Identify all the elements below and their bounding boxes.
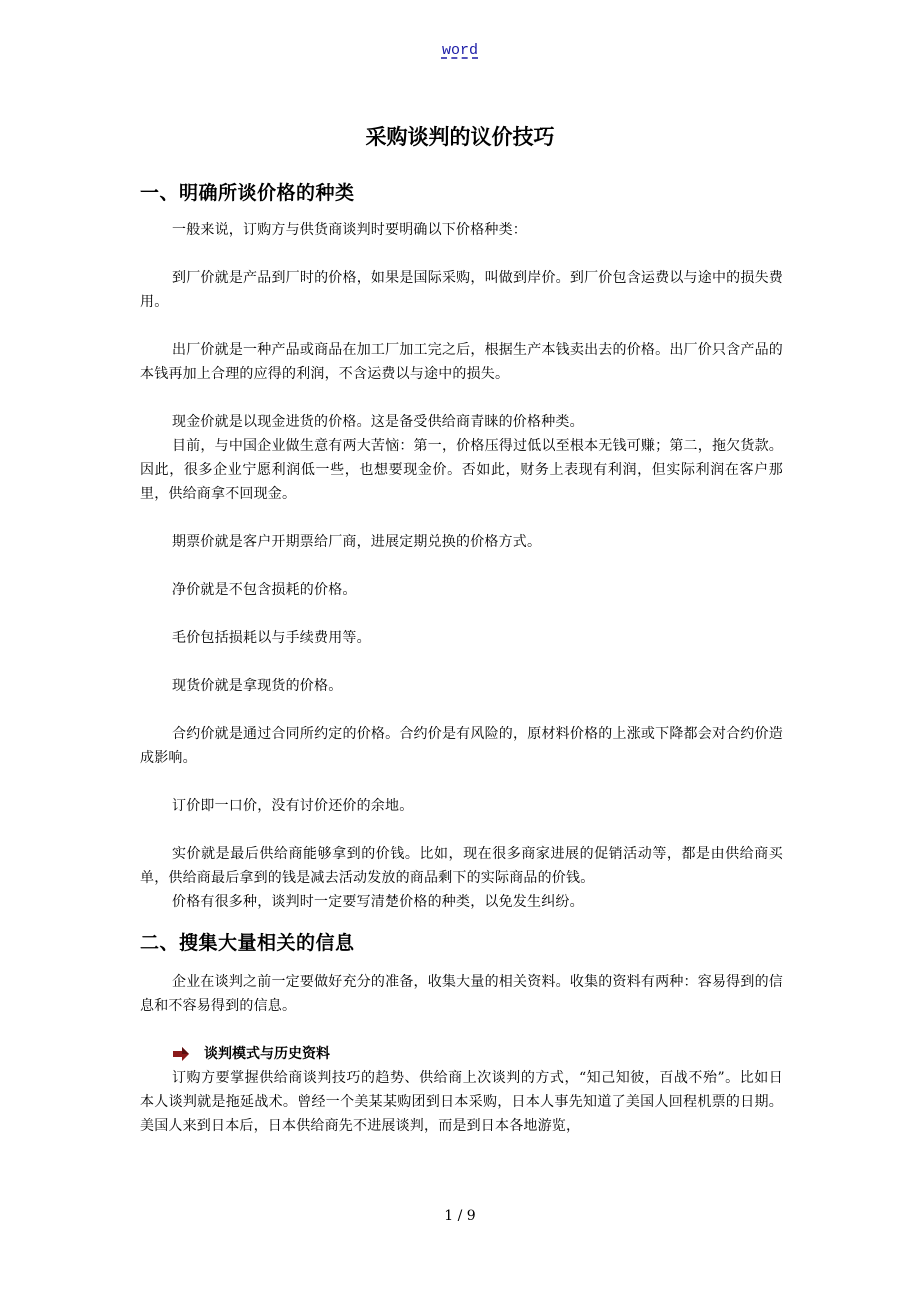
header-word-link-text[interactable]: word bbox=[441, 42, 478, 59]
paragraph: 订价即一口价，没有讨价还价的余地。 bbox=[172, 798, 414, 814]
paragraph: 净价就是不包含损耗的价格。 bbox=[172, 582, 357, 598]
header-word-link[interactable] bbox=[0, 40, 920, 62]
paragraph: 目前，与中国企业做生意有两大苦恼：第一，价格压得过低以至根本无钱可赚；第二，拖欠货款。因此，很多企业宁愿利润低一些，也想要现金价。否如此，财务上表现有利润，但实际利润在客户那里，供给商拿不回现金。 bbox=[140, 438, 783, 502]
paragraph: 订购方要掌握供给商谈判技巧的趋势、供给商上次谈判的方式，“知己知彼，百战不殆”。比如日本人谈判就是拖延战术。曾经一个美某某购团到日本采购，日本人事先知道了美国人回程机票的日期。美国人来到日本后，日本供给商先不进展谈判，而是到日本各地游览， bbox=[140, 1070, 783, 1134]
paragraph: 企业在谈判之前一定要做好充分的准备，收集大量的相关资料。收集的资料有两种：容易得到的信息和不容易得到的信息。 bbox=[140, 974, 783, 1014]
document-body bbox=[140, 178, 783, 1138]
paragraph: 毛价包括损耗以与手续费用等。 bbox=[172, 630, 371, 646]
paragraph: 现金价就是以现金进货的价格。这是备受供给商青睐的价格种类。 bbox=[172, 414, 584, 430]
page-indicator: 1 / 9 bbox=[444, 1208, 476, 1224]
section-heading-price-types: 一、明确所谈价格的种类 bbox=[140, 182, 355, 204]
document-title: 采购谈判的议价技巧 bbox=[365, 125, 555, 149]
paragraph: 出厂价就是一种产品或商品在加工厂加工完之后，根据生产本钱卖出去的价格。出厂价只含产品的本钱再加上合理的应得的利润，不含运费以与途中的损失。 bbox=[140, 342, 783, 382]
arrow-bullet-icon bbox=[172, 1046, 190, 1062]
paragraph: 一般来说，订购方与供货商谈判时要明确以下价格种类： bbox=[172, 222, 527, 238]
subheading-label: 谈判模式与历史资料 bbox=[204, 1046, 330, 1062]
paragraph: 价格有很多种，谈判时一定要写清楚价格的种类，以免发生纠纷。 bbox=[172, 894, 584, 910]
paragraph: 期票价就是客户开期票给厂商，进展定期兑换的价格方式。 bbox=[172, 534, 542, 550]
subheading-negotiation-history bbox=[140, 1042, 783, 1066]
paragraph: 实价就是最后供给商能够拿到的价钱。比如，现在很多商家进展的促销活动等，都是由供给商买单，供给商最后拿到的钱是减去活动发放的商品剩下的实际商品的价钱。 bbox=[140, 846, 783, 886]
paragraph: 现货价就是拿现货的价格。 bbox=[172, 678, 343, 694]
paragraph: 合约价就是通过合同所约定的价格。合约价是有风险的，原材料价格的上涨或下降都会对合约价造成影响。 bbox=[140, 726, 783, 766]
section-heading-collect-info: 二、搜集大量相关的信息 bbox=[140, 932, 355, 954]
paragraph: 到厂价就是产品到厂时的价格，如果是国际采购，叫做到岸价。到厂价包含运费以与途中的损失费用。 bbox=[140, 270, 783, 310]
